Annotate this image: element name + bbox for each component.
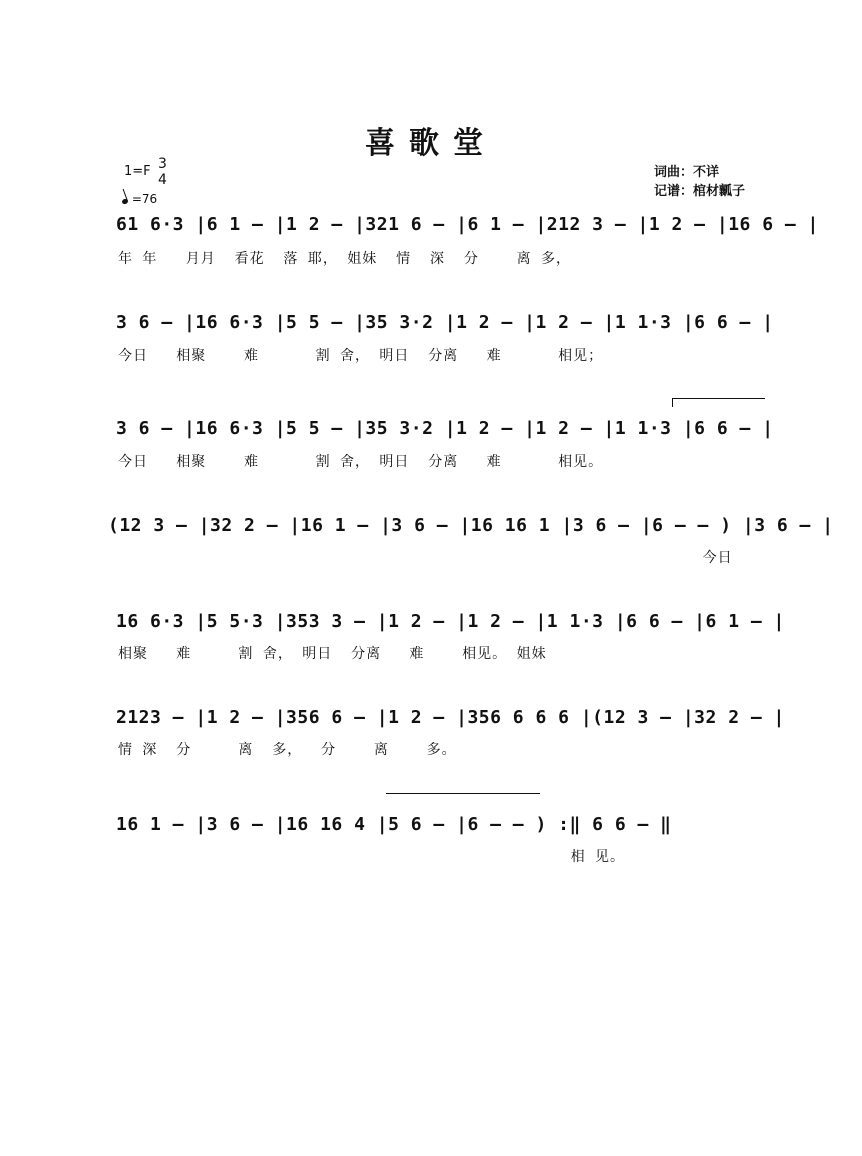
notation-line-6: 2123 – |1 2 – |356 6 – |1 2 – |356 6 6 6 |(12 3 – |32 2 – | — [116, 707, 785, 728]
lyrics-line-7: 相 见。 — [118, 849, 626, 865]
lyricist-credit: 词曲：不详 — [654, 165, 720, 180]
tempo-value: =76 — [131, 192, 158, 206]
notation-line-5: 16 6·3 |5 5·3 |353 3 – |1 2 – |1 2 – |1 1·3 |6 6 – |6 1 – | — [116, 611, 785, 632]
lyrics-line-6: 情 深 分 离 多， 分 离 多。 — [118, 742, 457, 758]
transcriber-credit: 记谱：棺材瓤子 — [654, 184, 746, 199]
quarter-note-icon — [121, 198, 128, 205]
lyrics-line-2: 今日 相聚 难 割 舍， 明日 分离 难 相见； — [118, 348, 604, 364]
lyrics-line-3: 今日 相聚 难 割 舍， 明日 分离 难 相见。 — [118, 454, 604, 470]
lyrics-line-1: 年 年 月月 看花 落 耶， 姐妹 情 深 分 离 多， — [118, 251, 572, 267]
time-signature-top: 3 — [158, 156, 167, 172]
time-signature-bottom: 4 — [158, 172, 167, 188]
notation-line-4: (12 3 – |32 2 – |16 1 – |3 6 – |16 16 1 |3 6 – |6 – – ) |3 6 – | — [108, 515, 834, 536]
lyrics-line-5: 相聚 难 割 舍， 明日 分离 难 相见。 姐妹 — [118, 646, 547, 662]
notation-line-1: 61 6·3 |6 1 – |1 2 – |321 6 – |6 1 – |212 3 – |1 2 – |16 6 – | — [116, 214, 819, 235]
repeat-bracket — [386, 793, 540, 802]
notation-line-7: 16 1 – |3 6 – |16 16 4 |5 6 – |6 – – ) :‖ 6 6 – ‖ — [116, 814, 672, 835]
notation-line-2: 3 6 – |16 6·3 |5 5 – |35 3·2 |1 2 – |1 2 – |1 1·3 |6 6 – | — [116, 312, 774, 333]
first-ending-bracket — [672, 398, 765, 407]
key-signature: 1=F — [124, 164, 151, 179]
tempo-marking — [122, 192, 157, 206]
time-signature — [158, 156, 167, 188]
score-title: 喜歌堂 — [365, 126, 497, 161]
notation-line-3: 3 6 – |16 6·3 |5 5 – |35 3·2 |1 2 – |1 2 – |1 1·3 |6 6 – | — [116, 418, 774, 439]
lyrics-line-4: 今日 — [118, 550, 733, 566]
